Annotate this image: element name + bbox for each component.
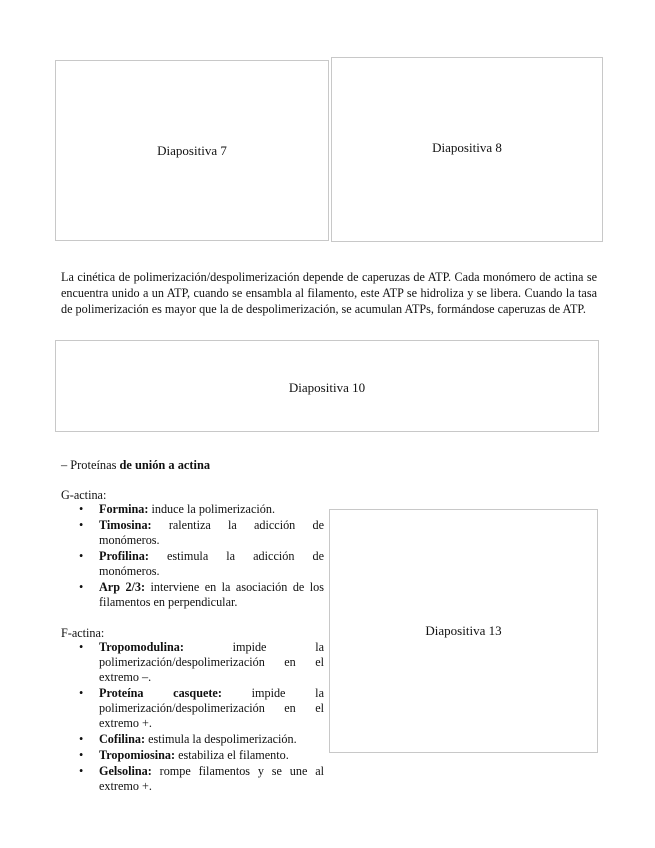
list-item-desc: interviene en la asociación de los filamentos en perpendicular. <box>99 580 324 609</box>
list-item-desc: estimula la despolimerización. <box>145 732 297 746</box>
slide-8-label: Diapositiva 8 <box>432 139 502 155</box>
slide-10-placeholder <box>55 340 599 432</box>
list-item <box>99 502 324 517</box>
g-actina-list <box>99 502 324 611</box>
list-item <box>99 640 324 685</box>
section-heading-prefix: – Proteínas <box>61 458 120 472</box>
g-actina-label: G-actina: <box>61 488 107 502</box>
list-item-term: Timosina: <box>99 518 152 532</box>
f-actina-list <box>99 640 324 795</box>
list-item-desc: rompe filamentos y se une al extremo +. <box>99 764 324 793</box>
list-item-term: Profilina: <box>99 549 149 563</box>
list-item-term: Formina: <box>99 502 149 516</box>
list-item <box>99 580 324 610</box>
list-item-term: Gelsolina: <box>99 764 152 778</box>
list-item-term: Cofilina: <box>99 732 146 746</box>
list-item-desc: induce la polimerización. <box>148 502 275 516</box>
slide-7-label: Diapositiva 7 <box>157 142 227 158</box>
list-item-term: Tropomiosina: <box>99 748 176 762</box>
list-item-desc: impide la polimerización/despolimerización en el extremo –. <box>99 640 324 684</box>
list-item <box>99 518 324 548</box>
f-actina-label: F-actina: <box>61 626 105 640</box>
list-item <box>99 686 324 731</box>
list-item-term: Proteína casquete: <box>99 686 222 700</box>
list-item-desc: ralentiza la adicción de monómeros. <box>99 518 324 547</box>
section-heading-bold: de unión a actina <box>119 458 211 472</box>
list-item-desc: estimula la adicción de monómeros. <box>99 549 324 578</box>
list-item-desc: estabiliza el filamento. <box>175 748 289 762</box>
paragraph-atp-caps: La cinética de polimerización/despolimerización depende de caperuzas de ATP. Cada monómero de actina se encuentra unido a un ATP, cuando se ensambla al filamento, este ATP se hidroliza y se libera. Cuando la tasa de polimerización es mayor que la de despolimerización, se acumulan ATPs, formándose caperuzas de ATP. <box>61 270 597 316</box>
list-item-term: Arp 2/3: <box>99 580 146 594</box>
slide-8-placeholder <box>331 57 603 242</box>
slide-7-placeholder <box>55 60 329 241</box>
list-item <box>99 549 324 579</box>
slide-10-label: Diapositiva 10 <box>288 380 366 395</box>
section-heading <box>61 457 210 473</box>
list-item <box>99 748 324 763</box>
list-item <box>99 732 324 747</box>
slide-13-label: Diapositiva 13 <box>425 623 502 638</box>
list-item-desc: impide la polimerización/despolimerización en el extremo +. <box>99 686 324 730</box>
list-item <box>99 764 324 794</box>
list-item-term: Tropomodulina: <box>99 640 184 654</box>
slide-13-placeholder <box>329 509 598 753</box>
